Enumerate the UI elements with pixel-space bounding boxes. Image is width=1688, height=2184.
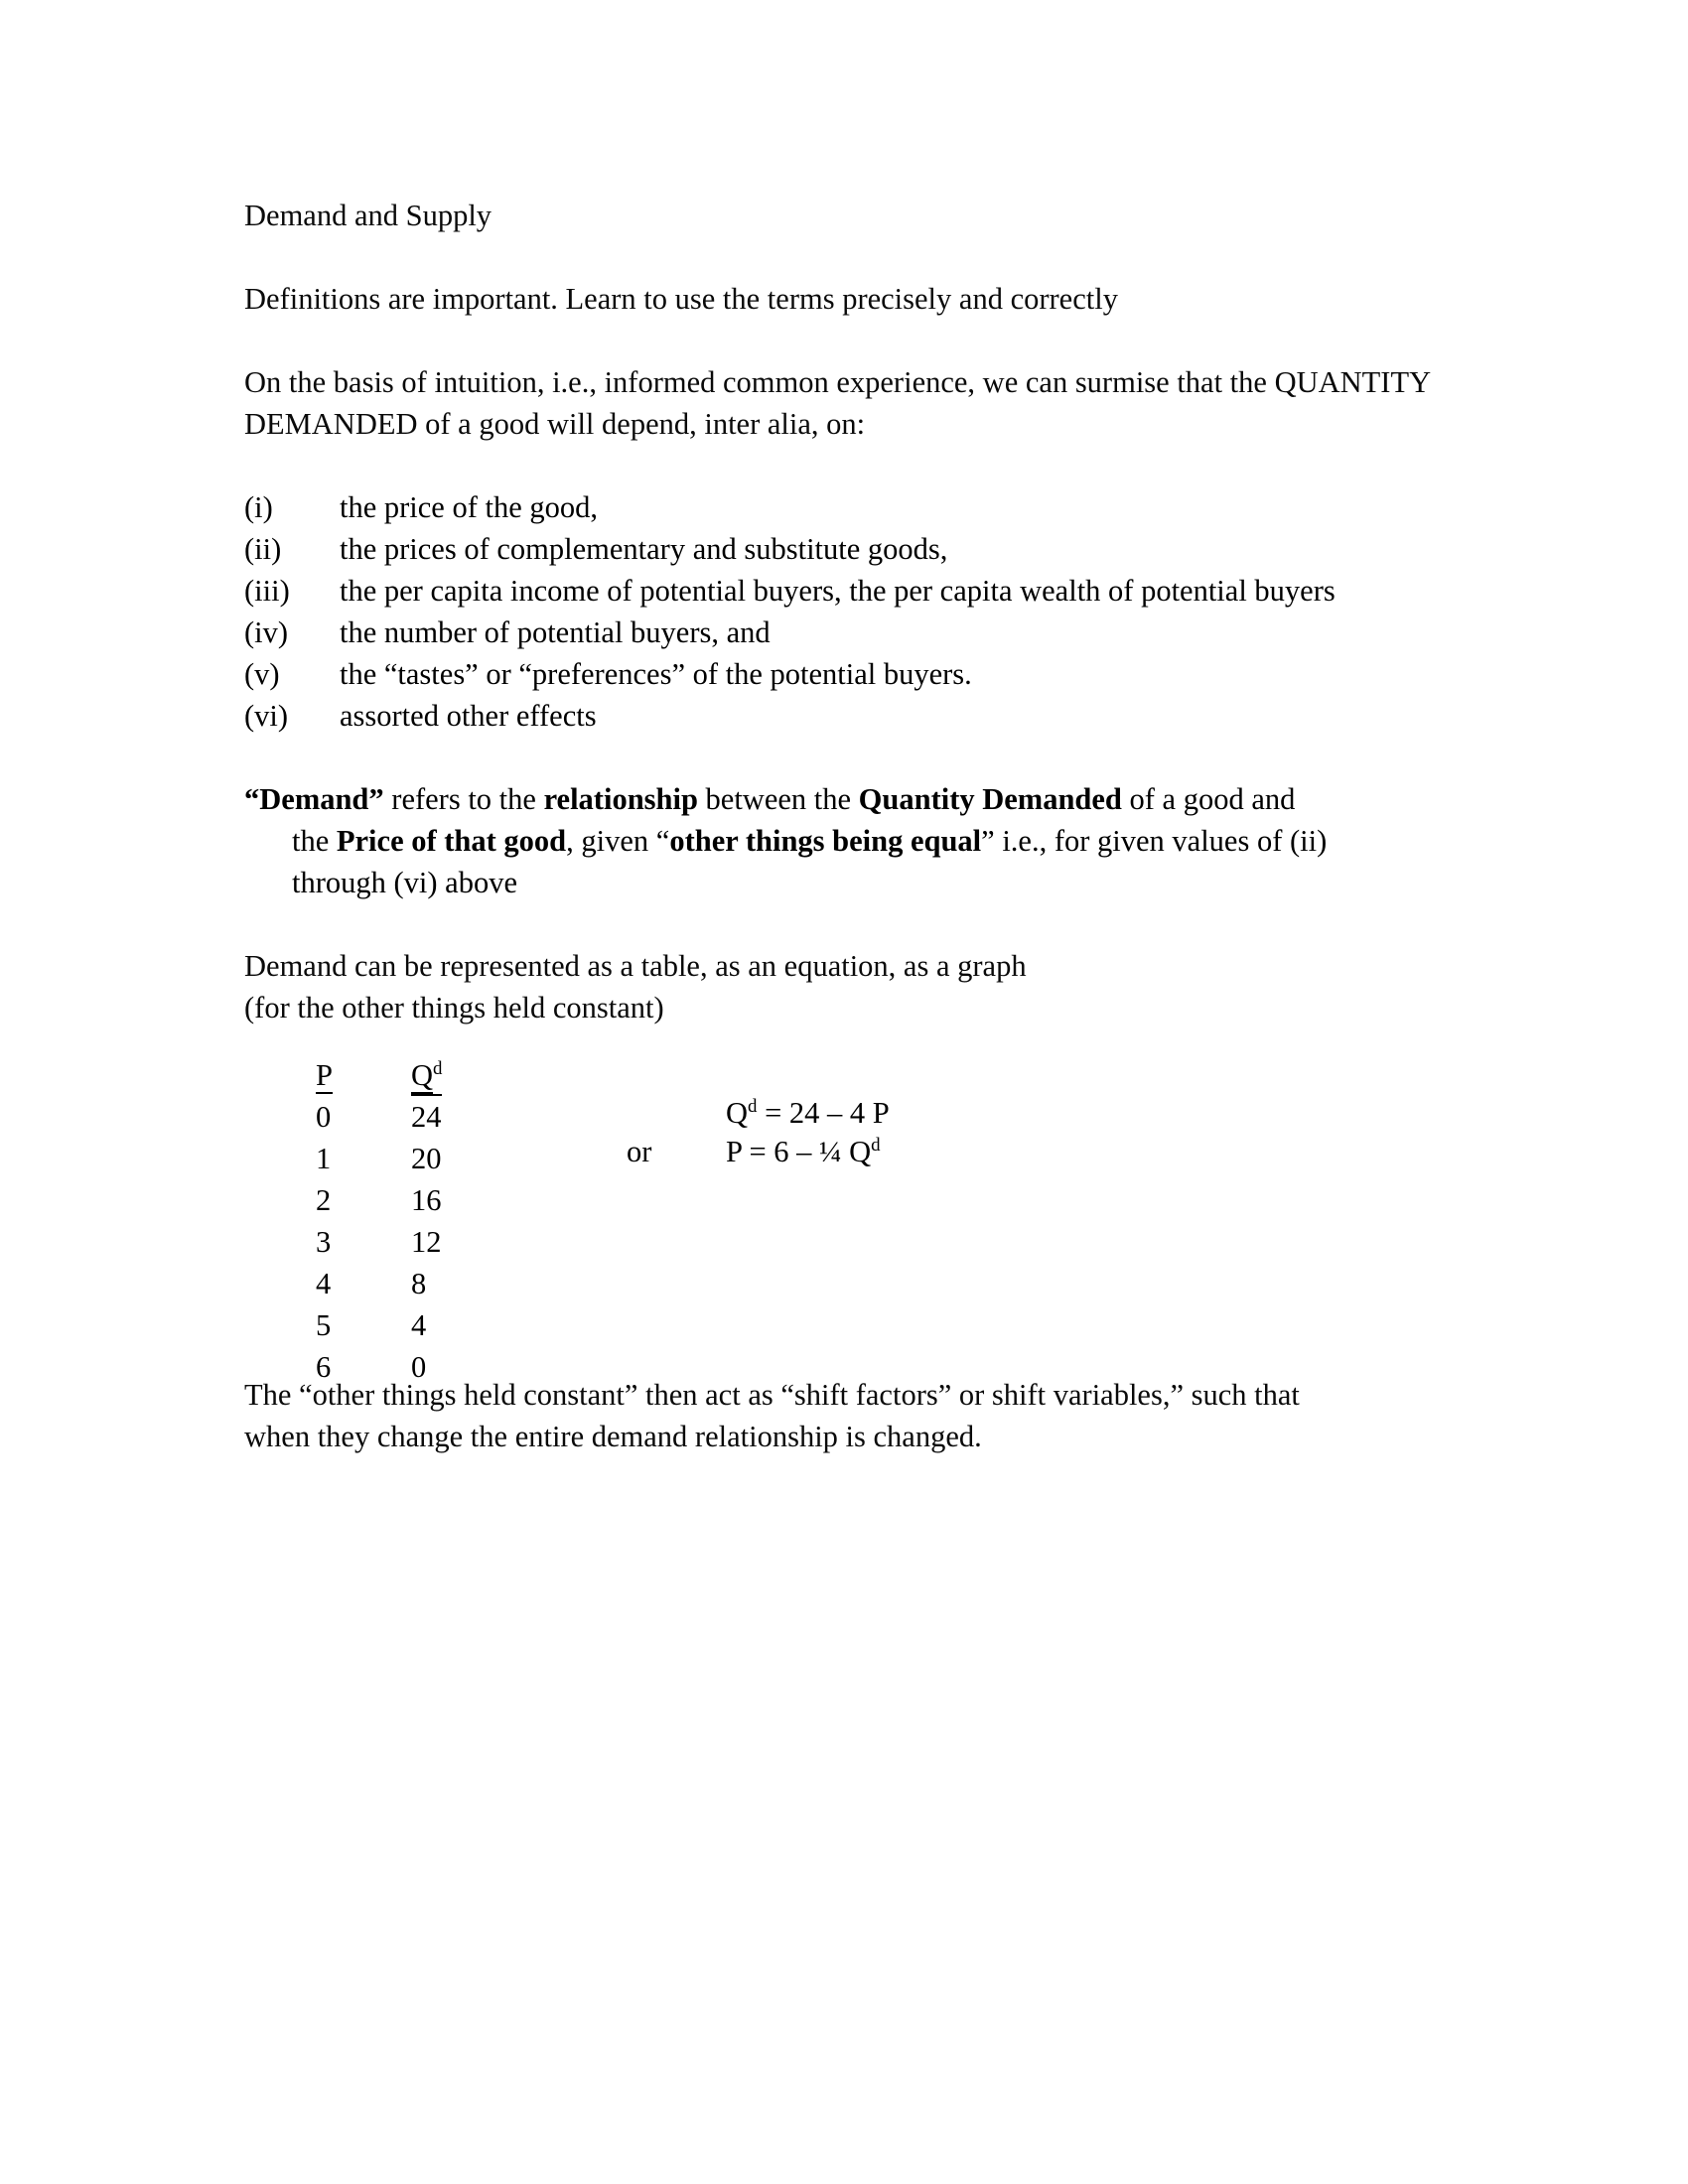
demand-schedule-table xyxy=(316,1056,610,1390)
demand-equations xyxy=(726,1094,890,1171)
spacer xyxy=(244,445,1436,486)
list-item-label: the price of the good, xyxy=(340,490,599,524)
definition-text: ” i.e., for given values of (ii) xyxy=(981,824,1328,858)
cell-quantity: 4 xyxy=(411,1308,427,1342)
spacer xyxy=(244,737,1436,778)
definition-continuation-line3: through (vi) above xyxy=(292,866,517,899)
equation-demand: $Q^d = 24 - 4$ P xyxy=(726,1095,890,1130)
list-marker: (iii) xyxy=(244,574,290,608)
definition-text: the xyxy=(292,824,337,858)
superscript-d: d xyxy=(871,1134,881,1156)
definition-continuation xyxy=(244,820,1436,862)
cell-price: 2 xyxy=(316,1183,332,1217)
list-marker: (ii) xyxy=(244,532,282,566)
cell-price: 4 xyxy=(316,1267,332,1300)
cell-quantity: 16 xyxy=(411,1183,442,1217)
basis-paragraph: On the basis of intuition, i.e., informed common experience, we can surmise that the QUANTITY DEMANDED of a good will depend, inter alia, on: xyxy=(244,365,1430,441)
cell-price: 0 xyxy=(316,1100,332,1134)
definitions-note: Definitions are important. Learn to use the terms precisely and correctly xyxy=(244,282,1118,316)
demand-factors-list xyxy=(244,486,1436,737)
definition-text: of a good and xyxy=(1121,782,1296,816)
demand-definition-paragraph xyxy=(244,778,1436,903)
table-row xyxy=(316,1181,610,1223)
list-item xyxy=(244,486,1436,528)
table-row xyxy=(316,1265,610,1306)
cell-price: 1 xyxy=(316,1142,332,1175)
table-row xyxy=(316,1098,610,1140)
fraction-one-quarter: ¼ xyxy=(819,1136,842,1168)
table-row xyxy=(316,1306,610,1348)
superscript-d: d xyxy=(748,1095,758,1117)
superscript-d: d xyxy=(433,1057,443,1079)
demand-schedule-block xyxy=(244,1056,1436,1384)
definition-text: refers to the xyxy=(383,782,544,816)
cell-quantity: 20 xyxy=(411,1142,442,1175)
page-title: Demand and Supply xyxy=(244,199,492,232)
definition-emphasis-relationship: relationship xyxy=(543,782,698,816)
list-item xyxy=(244,570,1436,612)
closing-line-1: The “other things held constant” then act as “shift factors” or shift variables,” such that xyxy=(244,1378,1300,1412)
list-item-label: the prices of complementary and substitute goods, xyxy=(340,532,948,566)
cell-price: 6 xyxy=(316,1350,332,1384)
table-row xyxy=(316,1223,610,1265)
table-header-row xyxy=(316,1056,610,1098)
list-marker: (vi) xyxy=(244,699,289,733)
representation-line-2: (for the other things held constant) xyxy=(244,991,664,1024)
cell-price: 5 xyxy=(316,1308,332,1342)
table-row xyxy=(316,1140,610,1181)
definition-term: “Demand” xyxy=(244,782,384,816)
table-header xyxy=(316,1056,610,1098)
table-body xyxy=(316,1098,610,1390)
list-item xyxy=(244,653,1436,695)
list-item xyxy=(244,612,1436,653)
list-item xyxy=(244,528,1436,570)
list-item-label: the per capita income of potential buyers, the per capita wealth of potential buyers xyxy=(340,574,1336,608)
definition-text: , given “ xyxy=(566,824,670,858)
column-header-quantity: $Q^d$ xyxy=(411,1056,610,1098)
equation-inverse-demand: P = 6 – ¼ $Q^d$ xyxy=(726,1134,881,1168)
spacer xyxy=(244,320,1436,361)
list-item-label: the number of potential buyers, and xyxy=(340,615,771,649)
document-body xyxy=(244,195,1436,1457)
list-marker: (v) xyxy=(244,657,280,691)
representation-line-1: Demand can be represented as a table, as an equation, as a graph xyxy=(244,949,1027,983)
definition-emphasis-ceteris-paribus: other things being equal xyxy=(669,824,982,858)
list-item-label: the “tastes” or “preferences” of the potential buyers. xyxy=(340,657,972,691)
definition-text: between the xyxy=(697,782,859,816)
definition-emphasis-price: Price of that good xyxy=(336,824,567,858)
table-row xyxy=(316,1348,610,1390)
cell-quantity: 0 xyxy=(411,1350,427,1384)
list-marker: (i) xyxy=(244,490,273,524)
cell-quantity: 12 xyxy=(411,1225,442,1259)
cell-quantity: 8 xyxy=(411,1267,427,1300)
list-item-label: assorted other effects xyxy=(340,699,597,733)
or-connector: or xyxy=(627,1135,652,1168)
column-header-price: P xyxy=(316,1058,333,1092)
cell-price: 3 xyxy=(316,1225,332,1259)
list-item xyxy=(244,695,1436,737)
spacer xyxy=(244,236,1436,278)
spacer xyxy=(244,903,1436,945)
definition-emphasis-quantity-demanded: Quantity Demanded xyxy=(858,782,1122,816)
list-marker: (iv) xyxy=(244,615,289,649)
cell-quantity: 24 xyxy=(411,1100,442,1134)
closing-line-2: when they change the entire demand relationship is changed. xyxy=(244,1420,982,1453)
